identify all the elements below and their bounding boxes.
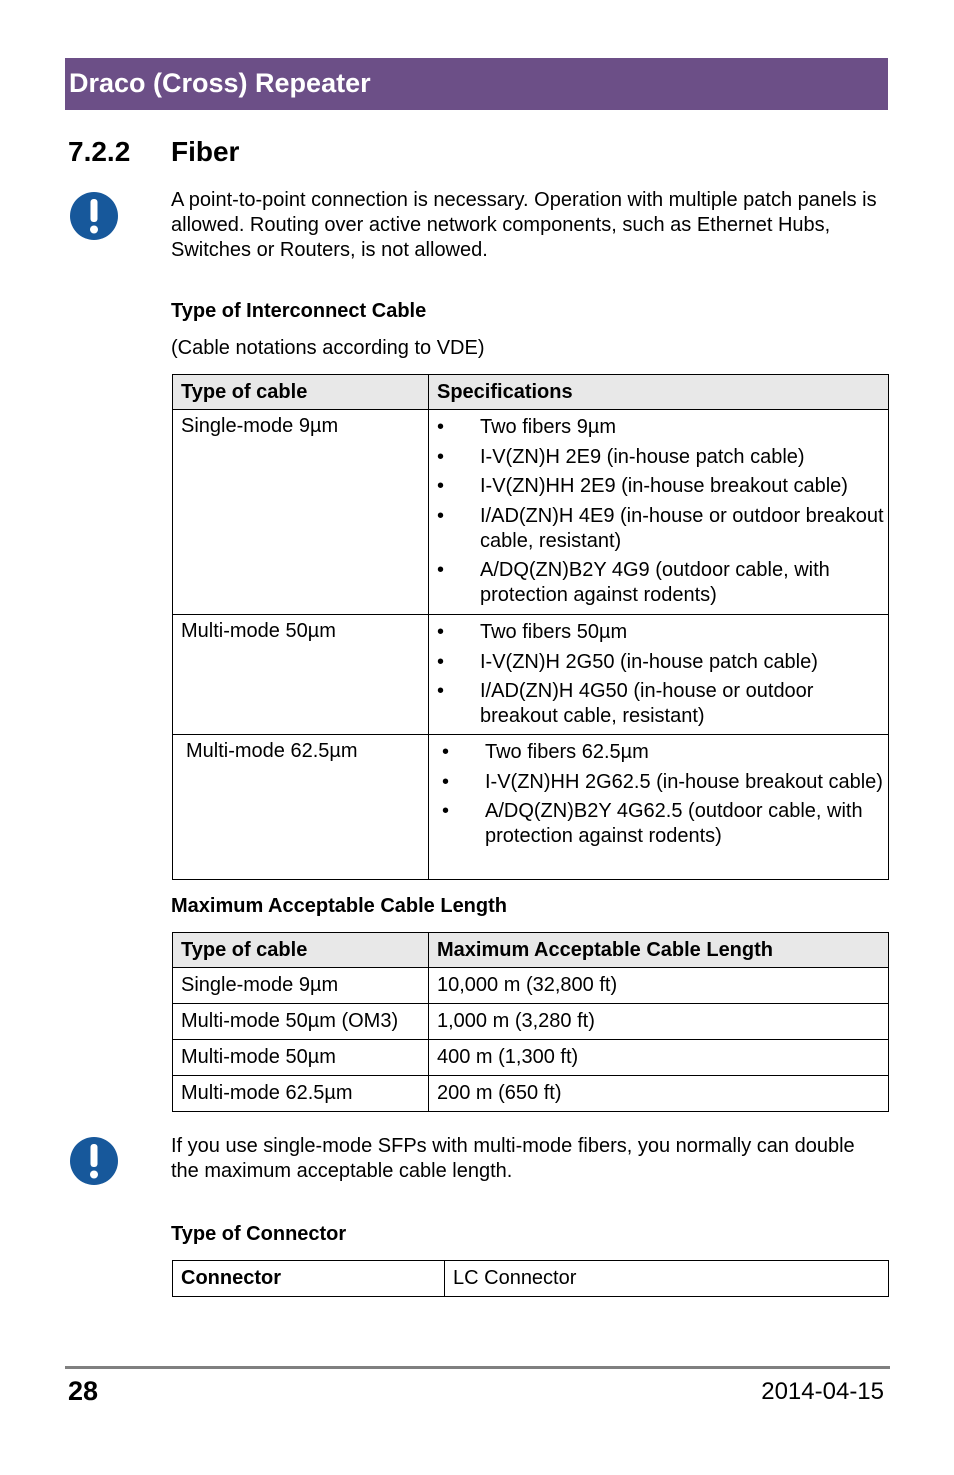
bullet: • — [437, 445, 445, 468]
header-title: Draco (Cross) Repeater — [69, 68, 371, 98]
spec-text: I/AD(ZN)H 4G50 (in-house or outdoor breakout cable, resistant) — [480, 680, 814, 727]
bullet: • — [437, 416, 445, 438]
spec-text: I-V(ZN)HH 2G62.5 (in-house breakout cable) — [485, 770, 883, 793]
specs-cell — [429, 735, 889, 880]
list-item — [437, 474, 888, 499]
connector-label: Connector — [173, 1261, 445, 1297]
list-item — [437, 679, 888, 729]
connector-heading: Type of Connector — [171, 1223, 347, 1245]
section-title: Fiber — [171, 136, 240, 167]
length-cell: 200 m (650 ft) — [429, 1076, 889, 1112]
spec-text: Two fibers 62.5µm — [485, 741, 649, 763]
spec-text: Two fibers 9µm — [480, 416, 617, 438]
spec-text: I-V(ZN)H 2E9 (in-house patch cable) — [480, 445, 805, 468]
column-header: Specifications — [429, 375, 889, 410]
exclamation-icon — [69, 1136, 119, 1186]
cable-type-cell: Single-mode 9µm — [173, 410, 429, 615]
specs-list — [437, 415, 888, 608]
table-row — [173, 1004, 889, 1040]
cable-type-cell: Multi-mode 50µm — [173, 1040, 429, 1076]
list-item — [437, 620, 888, 645]
length-cell: 400 m (1,300 ft) — [429, 1040, 889, 1076]
bullet: • — [442, 770, 450, 793]
table-row — [173, 1076, 889, 1112]
column-header: Type of cable — [173, 933, 429, 968]
table-row — [173, 1261, 889, 1297]
cable-type-cell: Multi-mode 62.5µm — [173, 735, 429, 880]
bullet: • — [437, 559, 445, 581]
exclamation-icon — [69, 191, 119, 241]
length-heading: Maximum Acceptable Cable Length — [171, 895, 507, 917]
list-item — [437, 650, 888, 675]
interconnect-heading: Type of Interconnect Cable — [171, 300, 427, 322]
list-item — [437, 504, 888, 554]
specs-list — [442, 740, 888, 849]
bullet: • — [437, 650, 445, 673]
bullet: • — [442, 741, 450, 763]
list-item — [442, 770, 888, 795]
section-number: 7.2.2 — [68, 136, 131, 167]
list-item — [442, 799, 888, 849]
bullet: • — [437, 475, 445, 497]
bullet: • — [437, 680, 445, 702]
table-row — [173, 1040, 889, 1076]
page-number: 28 — [68, 1376, 99, 1406]
cable-type-cell: Multi-mode 50µm — [173, 615, 429, 735]
spec-text: A/DQ(ZN)B2Y 4G9 (outdoor cable, with protection against rodents) — [480, 559, 830, 606]
note-single-mode-sfp: If you use single-mode SFPs with multi-mode fibers, you normally can double the maximum acceptable cable length. — [171, 1135, 855, 1182]
specs-list — [437, 620, 888, 729]
bullet: • — [437, 504, 445, 527]
list-item — [437, 445, 888, 470]
table-header-row — [173, 933, 889, 968]
length-cell: 10,000 m (32,800 ft) — [429, 968, 889, 1004]
column-header: Type of cable — [173, 375, 429, 410]
spec-text: Two fibers 50µm — [480, 621, 628, 643]
table-row — [173, 615, 889, 735]
spec-text: I/AD(ZN)H 4E9 (in-house or outdoor breakout cable, resistant) — [480, 504, 884, 552]
table-row — [173, 968, 889, 1004]
spec-text: I-V(ZN)HH 2E9 (in-house breakout cable) — [480, 475, 848, 497]
list-item — [437, 415, 888, 440]
column-header: Maximum Acceptable Cable Length — [429, 933, 889, 968]
spec-text: A/DQ(ZN)B2Y 4G62.5 (outdoor cable, with protection against rodents) — [485, 800, 863, 847]
specs-cell — [429, 615, 889, 735]
bullet: • — [437, 621, 445, 643]
spec-text: I-V(ZN)H 2G50 (in-house patch cable) — [480, 650, 818, 673]
cable-type-cell: Multi-mode 62.5µm — [173, 1076, 429, 1112]
length-cell: 1,000 m (3,280 ft) — [429, 1004, 889, 1040]
footer-date: 2014-04-15 — [761, 1378, 884, 1405]
cable-length-table — [172, 932, 889, 1112]
bullet: • — [442, 800, 450, 822]
list-item — [437, 558, 888, 608]
table-row — [173, 410, 889, 615]
cable-type-cell: Multi-mode 50µm (OM3) — [173, 1004, 429, 1040]
interconnect-table — [172, 374, 889, 880]
connector-value: LC Connector — [445, 1261, 889, 1297]
table-header-row — [173, 375, 889, 410]
section-heading — [68, 136, 239, 168]
note-point-to-point: A point-to-point connection is necessary. Operation with multiple patch panels is allowed. Routing over active network components, such as Ethernet Hubs, Switches or Routers, is not allowed. — [171, 189, 877, 261]
cable-type-cell: Single-mode 9µm — [173, 968, 429, 1004]
specs-cell — [429, 410, 889, 615]
list-item — [442, 740, 888, 765]
page-header — [65, 58, 888, 110]
table-row — [173, 735, 889, 880]
footer-divider — [65, 1366, 890, 1369]
interconnect-subtitle: (Cable notations according to VDE) — [171, 337, 485, 359]
connector-table — [172, 1260, 889, 1297]
